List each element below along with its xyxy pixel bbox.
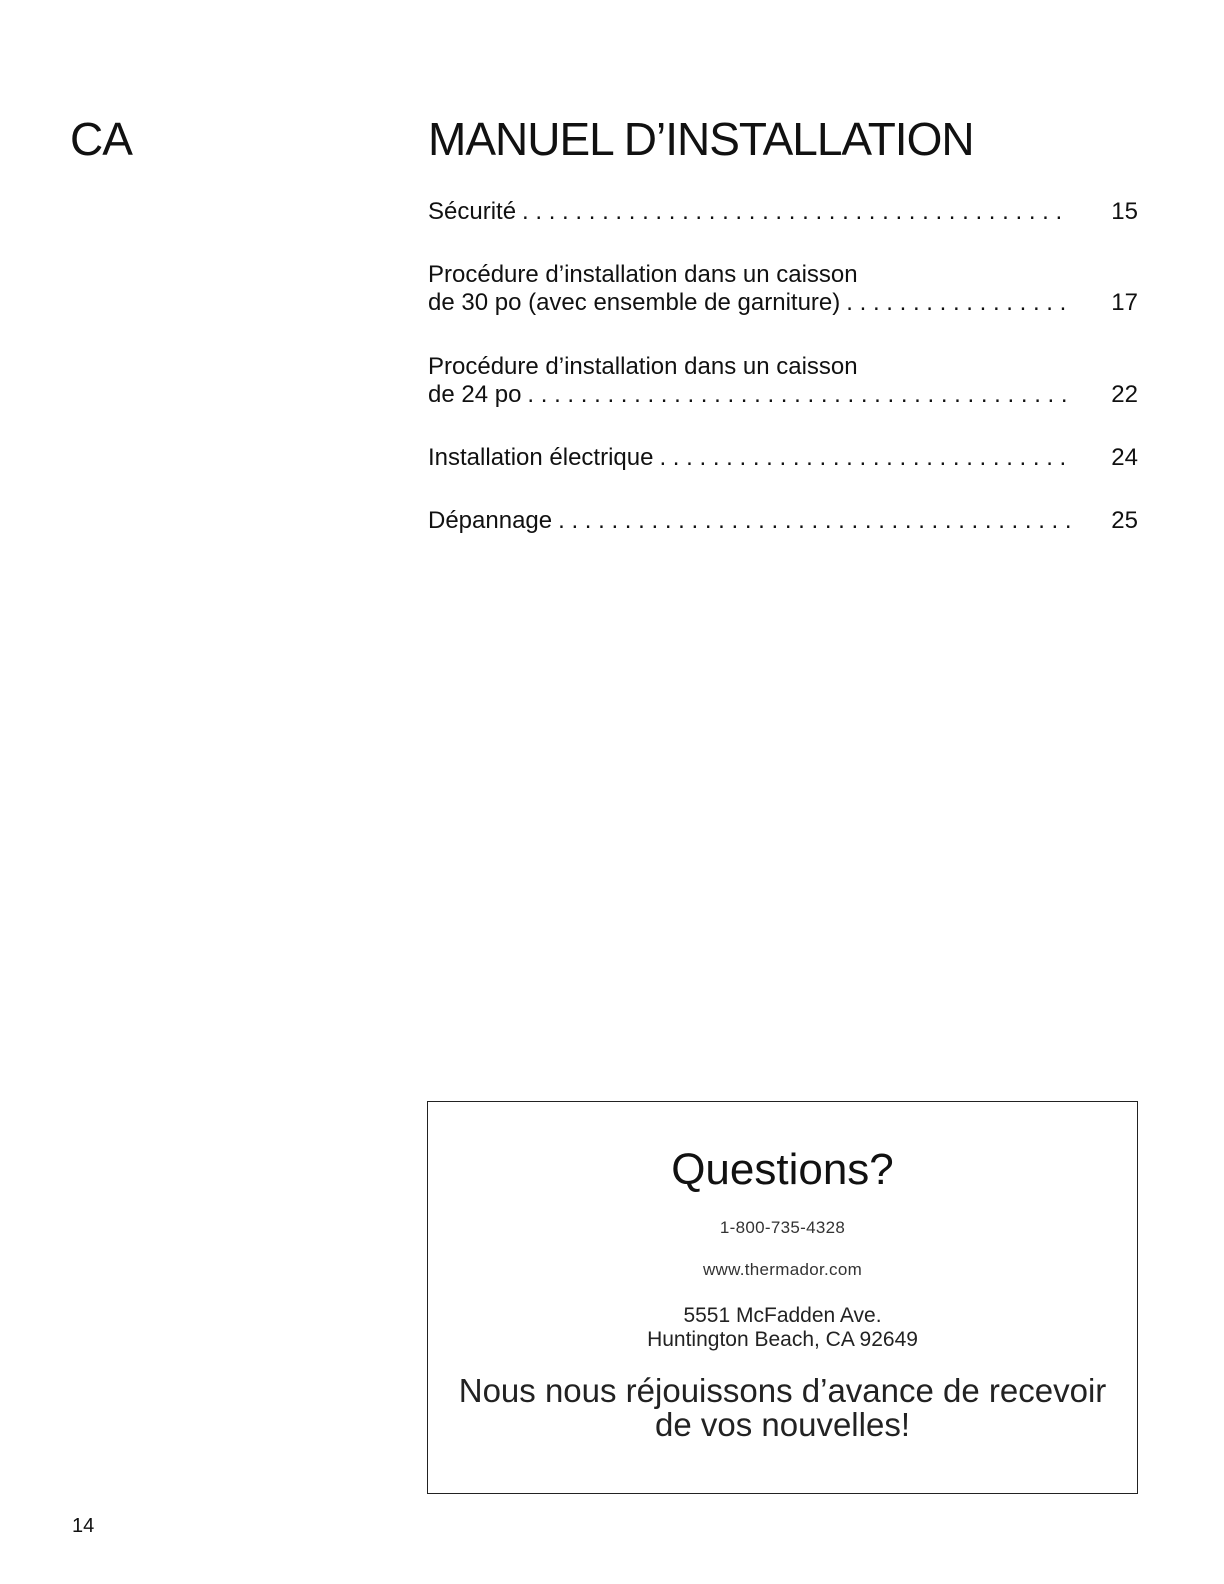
toc-entry-securite[interactable] bbox=[428, 198, 1138, 226]
toc-page-number: 17 bbox=[1111, 289, 1138, 316]
toc-entry-label: Procédure d’installation dans un caisson bbox=[428, 353, 858, 380]
toc-entry-label: Sécurité bbox=[428, 198, 517, 225]
toc-entry-label: de 24 po bbox=[428, 381, 522, 408]
closing-line: de vos nouvelles! bbox=[655, 1406, 910, 1444]
toc-dot-leader bbox=[522, 198, 1070, 226]
toc-dot-leader bbox=[846, 289, 1070, 317]
toc-entry-label: de 30 po (avec ensemble de garniture) bbox=[428, 289, 841, 316]
toc-page-number: 15 bbox=[1111, 198, 1138, 225]
website-link[interactable]: www.thermador.com bbox=[702, 1260, 863, 1280]
closing-message bbox=[428, 1374, 1137, 1442]
toc-entry-label: Procédure d’installation dans un caisson bbox=[428, 261, 858, 288]
toc-entry-label: Installation électrique bbox=[428, 444, 654, 471]
closing-line: Nous nous réjouissons d’avance de recevoir bbox=[458, 1372, 1107, 1410]
toc-entry-installation-24po[interactable] bbox=[428, 353, 1138, 409]
page-title: MANUEL D’INSTALLATION bbox=[428, 113, 974, 165]
toc-entry-label: Dépannage bbox=[428, 507, 553, 534]
toc-page-number: 24 bbox=[1111, 444, 1138, 471]
toc-dot-leader bbox=[527, 381, 1070, 409]
toc-entry-installation-electrique[interactable] bbox=[428, 444, 1138, 472]
region-code: CA bbox=[70, 113, 132, 165]
questions-heading: Questions? bbox=[671, 1145, 894, 1194]
mailing-address bbox=[428, 1304, 1137, 1352]
address-line: 5551 McFadden Ave. bbox=[683, 1304, 882, 1328]
toc-page-number: 22 bbox=[1111, 381, 1138, 408]
phone-number: 1-800-735-4328 bbox=[719, 1218, 846, 1238]
page-number: 14 bbox=[72, 1515, 95, 1537]
toc-dot-leader bbox=[558, 507, 1070, 535]
toc-page-number: 25 bbox=[1111, 507, 1138, 534]
toc-entry-installation-30po[interactable] bbox=[428, 261, 1138, 317]
questions-contact-box bbox=[427, 1101, 1138, 1494]
address-line: Huntington Beach, CA 92649 bbox=[647, 1328, 918, 1352]
toc-dot-leader bbox=[659, 444, 1070, 472]
toc-entry-depannage[interactable] bbox=[428, 507, 1138, 535]
